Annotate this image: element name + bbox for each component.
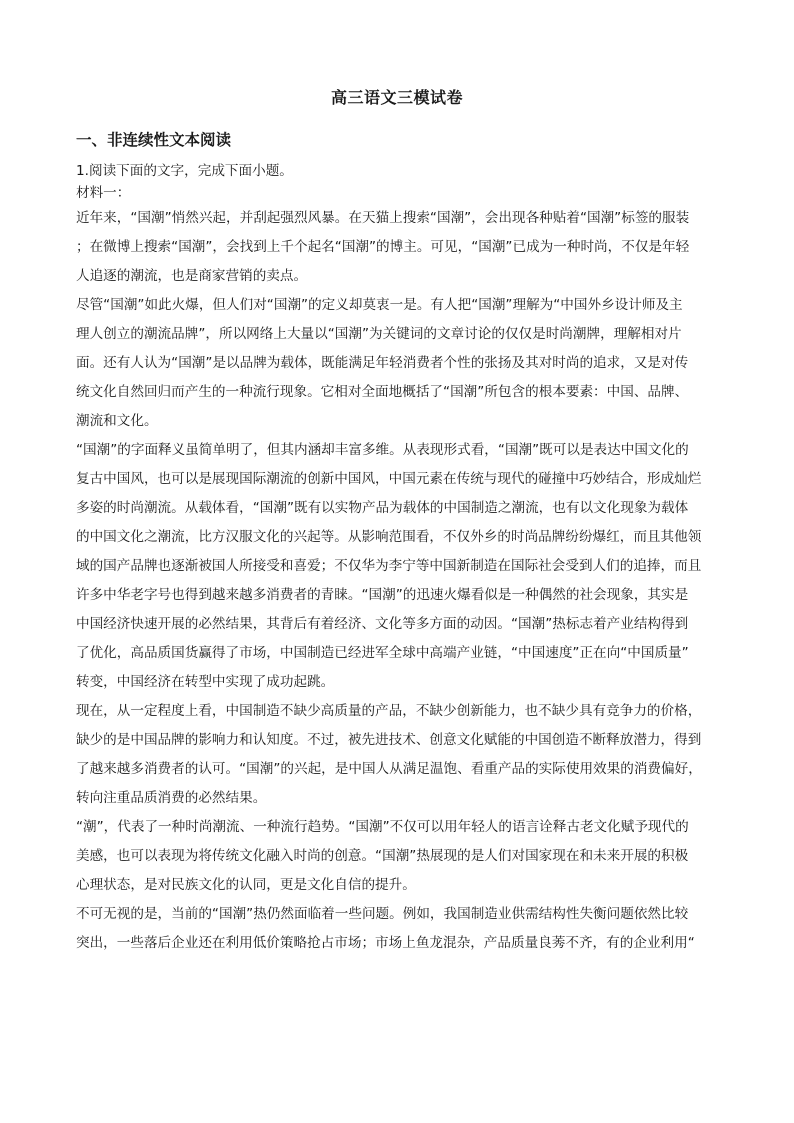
text-line: 面。还有人认为“国潮”是以品牌为载体，既能满足年轻消费者个性的张扬及其对时尚的追求，又是对传 [76, 355, 689, 371]
text-line: 潮流和文化。 [76, 413, 158, 429]
text-line: 理人创立的潮流品牌”，所以网络上大量以“国潮”为关键词的文章讨论的仅仅是时尚潮牌，理解相对片 [76, 326, 682, 342]
text-line: 突出，一些落后企业还在利用低价策略抢占市场；市场上鱼龙混杂，产品质量良莠不齐，有的企业利用“ [76, 935, 695, 951]
text-line: 人追逐的潮流，也是商家营销的卖点。 [76, 268, 308, 284]
text-line: ；在微博上搜索“国潮”，会找到上千个起名“国潮”的博主。可见，“国潮”已成为一种时尚，不仅是年轻 [76, 239, 690, 255]
text-line: 的中国文化之潮流，比方汉服文化的兴起等。从影响范围看，不仅外乡的时尚品牌纷纷爆红，而且其他领 [76, 529, 702, 545]
question-intro: 1.阅读下面的文字，完成下面小题。 [76, 163, 293, 179]
text-line: “国潮”的字面释义虽简单明了，但其内涵却丰富多维。从表现形式看，“国潮”既可以是表达中国文化的 [76, 442, 689, 458]
text-line: 域的国产品牌也逐渐被国人所接受和喜爱；不仅华为李宁等中国新制造在国际社会受到人们的追捧，而且 [76, 558, 702, 574]
document-body [76, 160, 720, 958]
text-line: 转向注重品质消费的必然结果。 [76, 790, 267, 806]
text-line: 统文化自然回归而产生的一种流行现象。它相对全面地概括了“国潮”所包含的根本要素：中国、品牌、 [76, 384, 689, 400]
text-line: 复古中国风，也可以是展现国际潮流的创新中国风，中国元素在传统与现代的碰撞中巧妙结合，形成灿烂 [76, 471, 702, 487]
text-line: 了越来越多消费者的认可。“国潮”的兴起，是中国人从满足温饱、看重产品的实际使用效果的消费偏好， [76, 761, 702, 777]
text-line: 美感，也可以表现为将传统文化融入时尚的创意。“国潮”热展现的是人们对国家现在和未来开展的积极 [76, 848, 689, 864]
text-line: “潮”，代表了一种时尚潮流、一种流行趋势。“国潮”不仅可以用年轻人的语言诠释古老文化赋予现代的 [76, 819, 689, 835]
section-heading: 一、非连续性文本阅读 [76, 131, 232, 149]
text-line: 许多中华老字号也得到越来越多消费者的青睐。“国潮”的迅速火爆看似是一种偶然的社会现象，其实是 [76, 587, 689, 603]
text-line: 现在，从一定程度上看，中国制造不缺少高质量的产品，不缺少创新能力，也不缺少具有竞争力的价格， [76, 703, 702, 719]
text-line: 不可无视的是，当前的“国潮”热仍然面临着一些问题。例如，我国制造业供需结构性失衡问题依然比较 [76, 906, 689, 922]
text-line: 缺少的是中国品牌的影响力和认知度。不过，被先进技术、创意文化赋能的中国创造不断释放潜力，得到 [76, 732, 702, 748]
text-line: 转变，中国经济在转型中实现了成功起跳。 [76, 674, 335, 690]
text-line: 近年来，“国潮”悄然兴起，并刮起强烈风暴。在天猫上搜索“国潮”，会出现各种贴着“国潮”标签的服装 [76, 210, 690, 226]
text-line: 了优化，高品质国货赢得了市场，中国制造已经进军全球中高端产业链，“中国速度”正在向“中国质量” [76, 645, 689, 661]
material-label: 材料一： [76, 185, 131, 201]
text-line: 中国经济快速开展的必然结果，其背后有着经济、文化等多方面的动因。“国潮”热标志着产业结构得到 [76, 616, 689, 632]
document-title: 高三语文三模试卷 [330, 88, 463, 107]
text-line: 尽管“国潮”如此火爆，但人们对“国潮”的定义却莫衷一是。有人把“国潮”理解为“中国外乡设计师及主 [76, 297, 683, 313]
text-line: 心理状态，是对民族文化的认同，更是文化自信的提升。 [76, 877, 416, 893]
text-line: 多姿的时尚潮流。从载体看，“国潮”既有以实物产品为载体的中国制造之潮流，也有以文化现象为载体 [76, 500, 689, 516]
